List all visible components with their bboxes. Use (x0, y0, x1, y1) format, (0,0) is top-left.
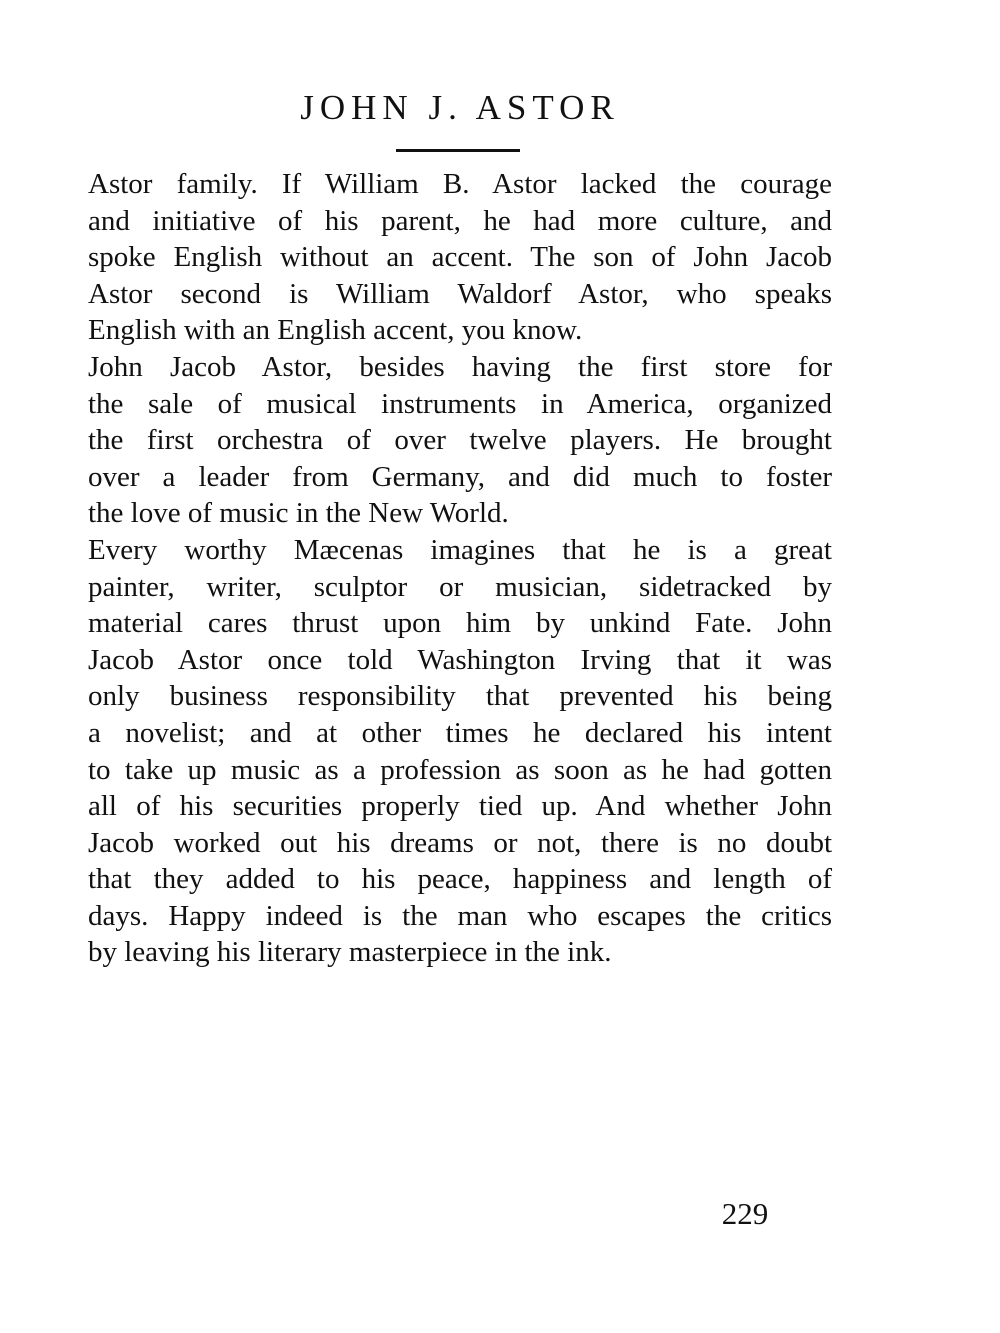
text-line: English with an English accent, you know. (88, 314, 583, 347)
text-line: to take up music as a profession as soon as he had gotten (88, 753, 832, 786)
text-line: John Jacob Astor, besides having the first store for (88, 350, 832, 383)
paragraph-1 (88, 166, 832, 349)
text-line: spoke English without an accent. The son of John Jacob (88, 241, 832, 274)
text-line: a novelist; and at other times he declared his intent (88, 716, 832, 749)
text-line: only business responsibility that prevented his being (88, 680, 832, 713)
running-head: JOHN J. ASTOR (300, 88, 620, 127)
text-line: over a leader from Germany, and did much to foster (88, 460, 832, 493)
text-line: the sale of musical instruments in America, organized (88, 387, 832, 420)
text-line: days. Happy indeed is the man who escapes the critics (88, 899, 832, 932)
text-line: the love of music in the New World. (88, 497, 509, 530)
text-line: the first orchestra of over twelve players. He brought (88, 424, 832, 457)
text-line: painter, writer, sculptor or musician, sidetracked by (88, 570, 832, 603)
text-line: Jacob worked out his dreams or not, there is no doubt (88, 826, 832, 859)
body-text (88, 166, 832, 971)
paragraph-2 (88, 349, 832, 532)
page-number: 229 (721, 1196, 769, 1231)
head-rule (396, 149, 520, 152)
paragraph-3 (88, 532, 832, 971)
text-line: by leaving his literary masterpiece in the ink. (88, 936, 612, 969)
text-line: Jacob Astor once told Washington Irving that it was (88, 643, 832, 676)
text-line: that they added to his peace, happiness and length of (88, 863, 832, 896)
text-line: Astor family. If William B. Astor lacked the courage (88, 168, 832, 200)
text-line: and initiative of his parent, he had more culture, and (88, 204, 832, 237)
text-line: Every worthy Mæcenas imagines that he is a great (88, 533, 832, 566)
text-line: Astor second is William Waldorf Astor, who speaks (88, 277, 832, 310)
text-line: material cares thrust upon him by unkind Fate. John (88, 607, 832, 640)
text-line: all of his securities properly tied up. And whether John (88, 790, 832, 823)
